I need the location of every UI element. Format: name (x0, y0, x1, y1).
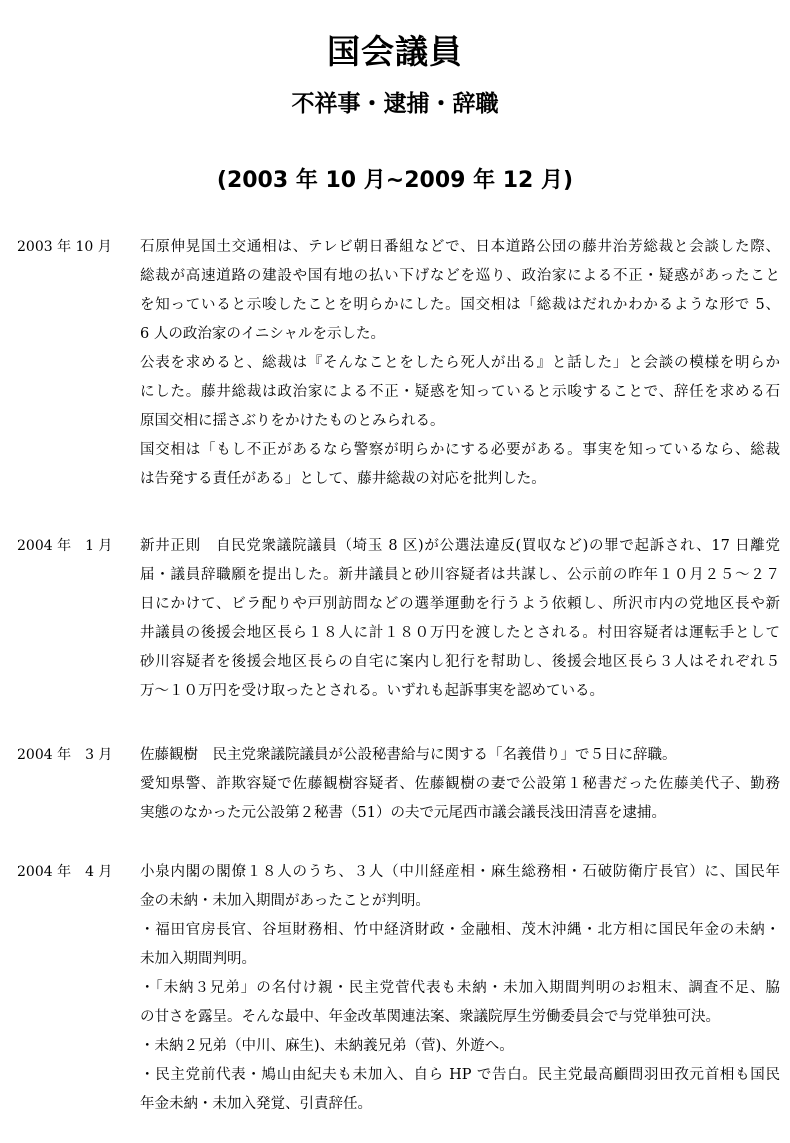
document-period: (2003 年 10 月~2009 年 12 月) (216, 168, 574, 193)
entry-text-line: ・未納２兄弟（中川、麻生)、未納義兄弟（菅)、外遊へ。 (140, 1038, 514, 1054)
entry-body (140, 858, 780, 1119)
entry-text-line: は告発する責任がある」として、藤井総裁の対応を批判した。 (140, 471, 546, 487)
entry-date: 2004 年 3 月 (17, 747, 113, 763)
entry-text-line: 小泉内閣の閣僚１８人のうち、３人（中川経産相・麻生総務相・石破防衛庁長官）に、国民年 (140, 864, 780, 880)
entry-text-line: 井議員の後援会地区長ら１８人に計１８０万円を渡したとされる。村田容疑者は運転手として (140, 625, 780, 641)
entry-text-line: の甘さを露呈。そんな最中、年金改革関連法案、衆議院厚生労働委員会で与党単独可決。 (140, 1009, 720, 1025)
entry-text-line: 石原伸晃国土交通相は、テレビ朝日番組などで、日本道路公団の藤井治芳総裁と会談した際、 (140, 239, 780, 255)
entry-body (140, 233, 780, 494)
entry-text-line: ・民主党前代表・鳩山由紀夫も未加入、自ら HP で告白。民主党最高顧問羽田孜元首相も国民 (140, 1067, 780, 1083)
entry-text-line: 原国交相に揺さぶりをかけたものとみられる。 (140, 413, 445, 429)
entry-body (140, 532, 780, 706)
entry-text-line: 公表を求めると、総裁は『そんなことをしたら死人が出る』と話した」と会談の模様を明らか (140, 355, 780, 371)
entry-text-line: 実態のなかった元公設第２秘書（51）の夫で元尾西市議会議長浅田清喜を逮捕。 (140, 805, 666, 821)
entry-text-line: ・「未納３兄弟」の名付け親・民主党菅代表も未納・未加入期間判明のお粗末、調査不足、脇 (140, 980, 780, 996)
entry-text-line: 佐藤観樹 民主党衆議院議員が公設秘書給与に関する「名義借り」で５日に辞職。 (140, 747, 677, 763)
entry-text-line: 砂川容疑者を後援会地区長らの自宅に案内し犯行を幇助し、後援会地区長ら３人はそれぞれ５ (140, 654, 780, 670)
entry-text-line: 総裁が高速道路の建設や国有地の払い下げなどを巡り、政治家による不正・疑惑があったこと (140, 268, 780, 284)
entry-text-line: 新井正則 自民党衆議院議員（埼玉 8 区)が公選法違反(買収など)の罪で起訴され、17 日離党 (140, 538, 780, 554)
entry-text-line: 万～１０万円を受け取ったとされる。いずれも起訴事実を認めている。 (140, 683, 604, 699)
document-title: 国会議員 (327, 32, 463, 71)
entry-date: 2004 年 4 月 (17, 864, 113, 880)
entry-text-line: 愛知県警、詐欺容疑で佐藤観樹容疑者、佐藤観樹の妻で公設第１秘書だった佐藤美代子、勤務 (140, 776, 780, 792)
document-subtitle: 不祥事・逮捕・辞職 (291, 91, 499, 117)
entry-text-line: にした。藤井総裁は政治家による不正・疑惑を知っていると示唆することで、辞任を求める石 (140, 384, 780, 400)
entry-text-line: を知っていると示唆したことを明らかにした。国交相は「総裁はだれかわかるような形で 5、 (140, 297, 780, 313)
entry-date: 2003 年 10 月 (17, 239, 112, 255)
entry-body (140, 741, 780, 828)
entry-text-line: 届・議員辞職願を提出した。新井議員と砂川容疑者は共謀し、公示前の昨年１０月２５～２７ (140, 567, 780, 583)
entry-text-line: ・福田官房長官、谷垣財務相、竹中経済財政・金融相、茂木沖縄・北方相に国民年金の未納・ (140, 922, 780, 938)
entry-text-line: 金の未納・未加入期間があったことが判明。 (140, 893, 430, 909)
entry-text-line: 国交相は「もし不正があるなら警察が明らかにする必要がある。事実を知っているなら、総裁 (140, 442, 780, 458)
entry-text-line: 日にかけて、ビラ配りや戸別訪問などの選挙運動を行うよう依頼し、所沢市内の党地区長や新 (140, 596, 780, 612)
entry-text-line: 未加入期間判明。 (140, 951, 256, 967)
entry-text-line: 6 人の政治家のイニシャルを示した。 (140, 326, 385, 342)
entry-date: 2004 年 1 月 (17, 538, 113, 554)
entry-text-line: 年金未納・未加入発覚、引責辞任。 (140, 1096, 372, 1112)
